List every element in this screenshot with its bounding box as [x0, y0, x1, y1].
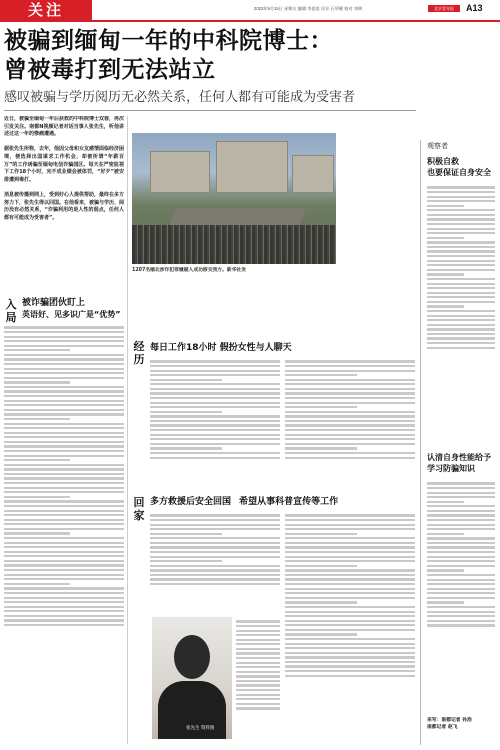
- sidebar-title-1: 积极自救 也要保证自身安全: [427, 157, 491, 177]
- sidebar-byline: 采写：南都记者 孙浩 南都记者 赵飞: [427, 718, 472, 730]
- page-title: [4, 27, 414, 85]
- section-heading-1-line2: 英语好、见多识广是“优势”: [22, 310, 121, 319]
- page-number: A13: [466, 3, 483, 13]
- section-3-body-col-a: [150, 512, 280, 612]
- sidebar-body-2: [427, 480, 495, 712]
- section-heading-1: [22, 298, 132, 320]
- header-rule: [0, 20, 500, 22]
- headline-divider: [4, 110, 416, 111]
- section-heading-2: 每日工作18小时 假扮女性与人聊天: [150, 343, 292, 353]
- lead-paragraph: 近日，被骗至缅甸一年后获救的中科院博士双春，再次引发关注。南都N视频记者对话当事人张先生，听他讲述过这一年的惨痛遭遇。 据张先生所称，去年，他因父母和女友感情面临经济困境，便选择出国谋求工作机会，却被所谓“年薪百万”的工作诱骗至缅甸电信诈骗园区。每天在严密监视下工作18个小时，完不成业绩会被体罚，“好歹”被安排遭到毒打。 消息被传播到网上，受到好心人提供帮助，最终在多方努力下，张先生得以回国。在他看来，被骗与学历、阅历没有必然关系，“诈骗利用的是人性的弱点，任何人都有可能成为受害者”。: [4, 116, 124, 221]
- section-marker-2: 经历: [133, 340, 145, 366]
- sidebar-divider: [420, 140, 421, 745]
- header-meta: 2023年9月15日 星期五 编辑 李思思 设计 石华健 校对 刘明: [254, 6, 363, 11]
- section-1-body: [4, 324, 124, 744]
- paper-badge: 北京青年报: [428, 5, 460, 12]
- section-3-body-col-b: [285, 512, 415, 744]
- section-heading-3: [150, 497, 415, 508]
- page-subtitle: 感叹被骗与学历阅历无必然关系，任何人都有可能成为受害者: [4, 90, 356, 105]
- section-marker-1: 入局: [5, 298, 17, 324]
- sidebar-title-2: 认清自身性能给予学习防骗知识: [427, 453, 491, 473]
- section-3-body-col-a2: [236, 618, 280, 744]
- section-marker-3: 回家: [133, 496, 145, 522]
- title-line-2: 曾被毒打到无法站立: [4, 57, 216, 83]
- section-heading-3-part2: 希望从事科普宣传等工作: [239, 497, 339, 507]
- news-photo: [132, 133, 336, 264]
- photo-caption: 1207名缅北涉诈犯罪嫌疑人成功移交我方。新华社发: [132, 268, 247, 273]
- section-heading-3-part1: 多方救援后安全回国: [150, 497, 232, 507]
- section-tag: 关注: [0, 0, 92, 20]
- portrait-photo: [152, 617, 232, 739]
- section-heading-1-line1: 被诈骗团伙盯上: [22, 298, 86, 308]
- portrait-caption: 张先生 资料图: [186, 726, 215, 731]
- title-line-1: 被骗到缅甸一年的中科院博士：: [4, 28, 333, 54]
- section-2-body-col-b: [285, 358, 415, 488]
- column-rule-1: [127, 116, 128, 744]
- sidebar-label: 观察者: [427, 142, 448, 150]
- sidebar-body-1: [427, 184, 495, 434]
- section-2-body-col-a: [150, 358, 280, 488]
